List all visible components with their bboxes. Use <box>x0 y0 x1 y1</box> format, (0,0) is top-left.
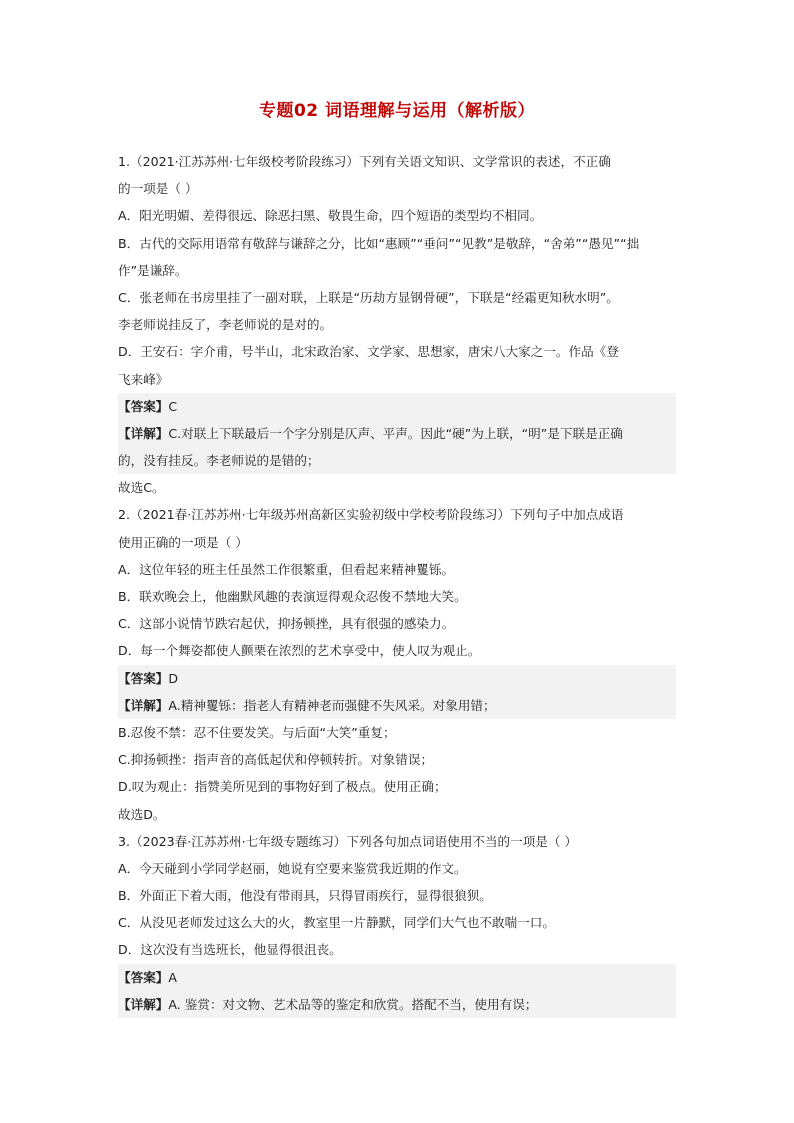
detail-line: 故选D。 <box>118 806 166 822</box>
option-line: D．这次没有当选班长，他显得很沮丧。 <box>118 942 342 958</box>
answer-value: C <box>168 398 178 414</box>
option-line: A．今天碰到小学同学赵丽，她说有空要来鉴赏我近期的作文。 <box>118 860 467 876</box>
answer-value: D <box>168 670 179 686</box>
option-line: B．古代的交际用语常有敬辞与谦辞之分，比如“惠顾”“垂问”“见教”是敬辞，“舍弟”“愚见”“拙 <box>118 235 640 251</box>
detail-line: D.叹为观止：指赞美所见到的事物好到了极点。使用正确； <box>118 779 447 795</box>
detail-line: C.抑扬顿挫：指声音的高低起伏和停顿转折。对象错误； <box>118 752 434 768</box>
option-line: 李老师说挂反了，李老师说的是对的。 <box>118 317 333 333</box>
answer-line <box>118 665 676 692</box>
detail-label: 【详解】 <box>118 996 169 1012</box>
question-stem-line: 的一项是（ ） <box>118 181 198 197</box>
answer-block <box>118 665 676 719</box>
option-line: 作”是谦辞。 <box>118 262 188 278</box>
option-line: B．外面正下着大雨，他没有带雨具，只得冒雨疾行，显得很狼狈。 <box>118 888 492 904</box>
option-line: A．这位年轻的班主任虽然工作很繁重，但看起来精神矍铄。 <box>118 561 455 577</box>
detail-text: A.精神矍铄：指老人有精神老而强健不失风采。对象用错； <box>168 697 496 713</box>
question-stem-line: 1.（2021·江苏苏州·七年级校考阶段练习）下列有关语文知识、文学常识的表述，不正确 <box>118 154 611 169</box>
option-line: 飞来峰》 <box>118 371 169 387</box>
detail-text: C.对联上下联最后一个字分别是仄声、平声。因此“硬”为上联，“明”是下联是正确 <box>168 425 623 441</box>
detail-text: A. 鉴赏：对文物、艺术品等的鉴定和欣赏。搭配不当，使用有误； <box>168 996 538 1012</box>
detail-line: B.忍俊不禁：忍不住要发笑。与后面“大笑”重复； <box>118 724 396 740</box>
question-stem-line: 2.（2021春·江苏苏州·七年级苏州高新区实验初级中学校考阶段练习）下列句子中加点成语 <box>118 507 624 523</box>
answer-block <box>118 964 676 1018</box>
answer-block <box>118 393 676 475</box>
detail-line <box>118 420 676 447</box>
question-2 <box>118 501 676 827</box>
detail-line: 故选C。 <box>118 480 165 496</box>
detail-label: 【详解】 <box>118 697 169 713</box>
option-line: D．每一个舞姿都使人颤栗在浓烈的艺术享受中，使人叹为观止。 <box>118 643 481 659</box>
question-1 <box>118 148 676 501</box>
question-3 <box>118 828 676 1018</box>
option-line: C．张老师在书房里挂了一副对联，上联是“历劫方显钢骨硬”，下联是“经霜更知秋水明”。 <box>118 289 619 305</box>
answer-line <box>118 964 676 991</box>
answer-label: 【答案】 <box>118 969 169 985</box>
option-line: C．这部小说情节跌宕起伏，抑扬顿挫，具有很强的感染力。 <box>118 616 455 632</box>
option-line: D．王安石：字介甫，号半山，北宋政治家、文学家、思想家，唐宋八大家之一。作品《登 <box>118 344 619 360</box>
question-stem-line: 使用正确的一项是（ ） <box>118 534 248 550</box>
detail-label: 【详解】 <box>118 425 169 441</box>
answer-label: 【答案】 <box>118 670 169 686</box>
option-line: B．联欢晚会上，他幽默风趣的表演逗得观众忍俊不禁地大笑。 <box>118 589 467 604</box>
detail-line <box>118 991 676 1018</box>
option-line: C．从没见老师发过这么大的火，教室里一片静默，同学们大气也不敢喘一口。 <box>118 915 555 931</box>
answer-line <box>118 393 676 420</box>
option-line: A．阳光明媚、差得很远、除恶扫黑、敬畏生命，四个短语的类型均不相同。 <box>118 208 543 224</box>
question-stem-line: 3.（2023春·江苏苏州·七年级专题练习）下列各句加点词语使用不当的一项是（ ） <box>118 833 578 849</box>
page-title: 专题02 词语理解与运用（解析版） <box>258 101 536 121</box>
detail-line <box>118 692 676 719</box>
content <box>118 148 676 1018</box>
answer-value: A <box>168 969 177 985</box>
detail-line: 的，没有挂反。李老师说的是错的； <box>118 453 320 469</box>
answer-label: 【答案】 <box>118 398 169 414</box>
